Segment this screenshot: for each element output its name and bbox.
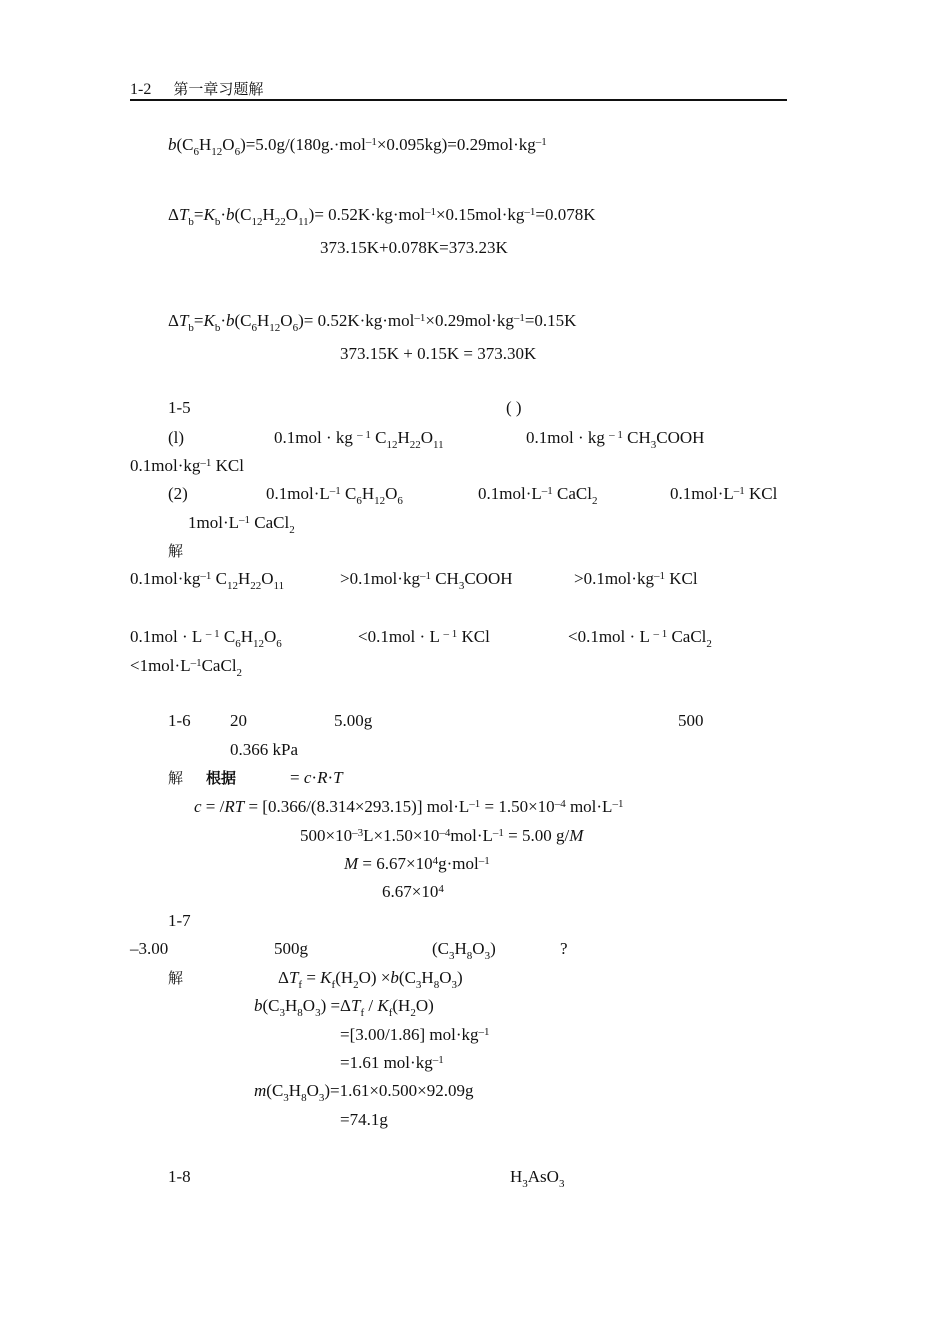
problem-1-6-label: 1-6	[168, 711, 191, 730]
eq-concentration: c = /RT = [0.366/(8.314×293.15)] $mol\cdot L^{-1} = 1.50\times 10^{-4}$ $mol\cdot L^{-1}$	[194, 797, 624, 816]
problem-1-8-formula: $H_3AsO_3$	[510, 1167, 565, 1190]
problem-1-5-part-2: (2)	[168, 484, 188, 503]
problem-1-7-temp: –3.00	[130, 939, 169, 958]
problem-1-6-pressure: 0.366 kPa	[230, 740, 298, 759]
eq-molar-mass: $M = 6.67\times 10^4g\cdot mol^{-1}$	[344, 854, 490, 873]
problem-1-7-mass: 500g	[274, 939, 308, 958]
solution-label-1-7: 解	[168, 969, 184, 987]
answer-2-a: 0.1mol · L $^{- 1}$ $C_6H_{12}O_6$	[130, 627, 282, 650]
solution-cacl2-1m: $1mol\cdot L^{-1}$ CaCl$_2$	[188, 513, 295, 536]
problem-1-5-label: 1-5	[168, 398, 191, 417]
page-number: 1-2	[130, 81, 152, 98]
basis-label: 根据	[206, 769, 237, 787]
answer-1-a: $0.1mol\cdot kg^{-1}$ $C_{12}H_{22}O_{11}$	[130, 569, 285, 592]
problem-1-6-temp: 20	[230, 711, 247, 730]
chapter-title: 第一章习题解	[173, 80, 264, 98]
eq-molality-calc: =[3.00/1.86] $mol\cdot kg^{-1}$	[340, 1025, 490, 1044]
eq-dtb-glucose: $\Delta T_b=K_b\cdot b(C_6H_{12}O_6)= 0.52K\cdot kg\cdot mol^{-1}\times 0.29mol\cdot kg^{-1}=0.15K$	[168, 311, 577, 334]
eq-mass-glycerol: $m(C_3H_8O_3)=1.61\times 0.500\times 92.09g$	[254, 1081, 474, 1104]
answer-2-b: <0.1mol · L $^{- 1}$ KCl	[358, 627, 490, 646]
problem-1-5-paren: ( )	[506, 398, 522, 417]
solution-kcl: $0.1mol\cdot kg^{-1}$ KCl	[130, 456, 244, 475]
problem-1-7-question: ?	[560, 939, 568, 958]
problem-1-7-label: 1-7	[168, 911, 191, 930]
solution-cacl2: $0.1mol\cdot L^{-1}$ CaCl$_2$	[478, 484, 598, 507]
solution-acetic-acid: 0.1mol · kg $^{- 1}$ $CH_3COOH$	[526, 428, 705, 451]
problem-1-7-glycerol: $(C_3H_8O_3)$	[432, 939, 496, 962]
solution-glucose: $0.1mol\cdot L^{-1}$ $C_6H_{12}O_6$	[266, 484, 403, 507]
eq-freezing-point: $\Delta T_f = K_f(H_2O) \times b(C_3H_8O_3)$	[278, 968, 463, 991]
eq-b-glucose: $b(C_6H_{12}O_6)=5.0g/(180g.\cdot mol^{-1}\times 0.095kg)=0.29mol\cdot kg^{-1}$	[168, 135, 547, 158]
answer-2-d: $<1mol\cdot L^{-1}CaCl_2$	[130, 656, 243, 679]
eq-molality-result: =1.61 $mol\cdot kg^{-1}$	[340, 1053, 444, 1072]
eq-bp-glucose: 373.15K + 0.15K = 373.30K	[340, 344, 537, 363]
solution-label: 解	[168, 542, 184, 560]
problem-1-6-volume: 500	[678, 711, 704, 730]
eq-molar-mass-result: $6.67\times 10^4$	[382, 882, 444, 901]
solution-label-1-6: 解	[168, 769, 184, 787]
eq-dtb-sucrose: $\Delta T_b=K_b\cdot b(C_{12}H_{22}O_{11})= 0.52K\cdot kg\cdot mol^{-1}\times 0.15mol\cdot kg^{-1}=0.078K$	[168, 205, 596, 228]
page-header	[130, 78, 263, 99]
eq-bp-sucrose: 373.15K+0.078K=373.23K	[320, 238, 508, 257]
answer-1-c: $>0.1mol\cdot kg^{-1}$ KCl	[574, 569, 698, 588]
eq-osmotic: = c·R·T	[290, 768, 343, 787]
eq-mass-result: =74.1g	[340, 1110, 388, 1129]
problem-1-5-part-1: (l)	[168, 428, 185, 447]
problem-1-8-label: 1-8	[168, 1167, 191, 1186]
solution-kcl-2: $0.1mol\cdot L^{-1}$ KCl	[670, 484, 778, 503]
header-rule	[130, 99, 787, 101]
eq-molality: $b(C_3H_8O_3) =\Delta T_f / K_f(H_2O)$	[254, 996, 434, 1019]
answer-1-b: $>0.1mol\cdot kg^{-1}$ $CH_3COOH$	[340, 569, 513, 592]
answer-2-c: <0.1mol · L $^{- 1}$ CaCl$_2$	[568, 627, 712, 650]
eq-mass-balance: $500\times 10^{-3}L\times 1.50\times 10^{-4}mol\cdot L^{-1} = 5.00$ g/M	[300, 826, 584, 845]
solution-sucrose: 0.1mol · kg $^{- 1}$ $C_{12}H_{22}O_{11}$	[274, 428, 444, 451]
problem-1-6-mass: 5.00g	[334, 711, 373, 730]
